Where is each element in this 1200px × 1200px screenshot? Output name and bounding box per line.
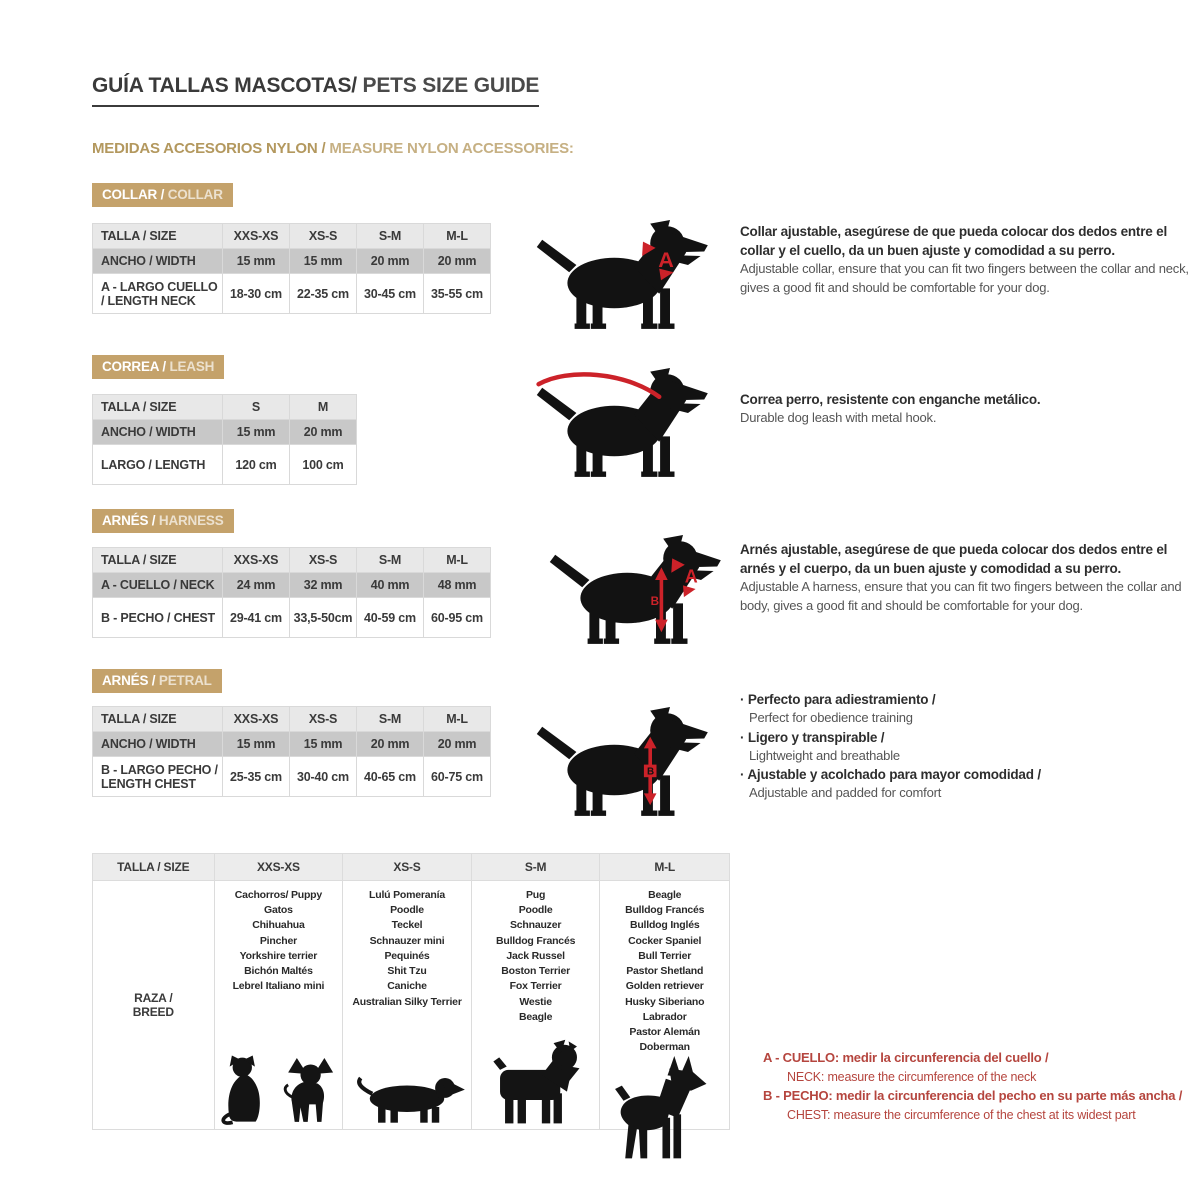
breed-header-xxs-xs: XXS-XS <box>215 854 344 880</box>
size-table-cell: 15 mm <box>290 249 357 274</box>
petral-bullet-es: · Ligero y transpirable / <box>740 728 1200 747</box>
leash-badge-en: LEASH <box>165 359 215 374</box>
size-table-header-cell: S <box>223 395 290 420</box>
harness-marker-a-label: A <box>684 566 698 587</box>
size-table-cell: 25-35 cm <box>223 757 290 797</box>
breed-item: Fox Terrier <box>509 980 562 993</box>
breed-list <box>215 888 343 995</box>
breed-header-size: TALLA / SIZE <box>93 854 215 880</box>
breed-item: Schnauzer <box>509 919 562 932</box>
breed-item: Pug <box>525 889 546 901</box>
page-subtitle-es: MEDIDAS ACCESORIOS NYLON / <box>92 140 326 157</box>
size-table-cell: A - LARGO CUELLO / LENGTH NECK <box>93 274 223 314</box>
leash-section-badge <box>92 355 224 379</box>
leash-desc-en: Durable dog leash with metal hook. <box>740 410 937 426</box>
size-table-header-cell: S-M <box>357 224 424 249</box>
dog-silhouette-icon <box>550 535 721 644</box>
size-table-cell: 15 mm <box>290 732 357 757</box>
breed-item: Bull Terrier <box>638 949 692 962</box>
breed-list <box>472 888 600 1025</box>
size-table-cell: 15 mm <box>223 249 290 274</box>
note-chest-en: CHEST: measure the circumference of the chest at its widest part <box>787 1107 1136 1122</box>
breed-col-xxs-xs <box>215 881 344 1129</box>
size-table-cell: 33,5-50cm <box>290 598 357 638</box>
doberman-silhouette-icon <box>610 1055 720 1161</box>
collar-desc-en: Adjustable collar, ensure that you can fit two fingers between the collar and neck, gives a good fit and should be comfortable for your dog. <box>740 261 1189 295</box>
size-table-header-cell: XS-S <box>290 548 357 573</box>
petral-bullet-es: · Perfecto para adiestramiento / <box>740 690 1200 709</box>
size-table-cell: 18-30 cm <box>223 274 290 314</box>
size-table-cell: 40-65 cm <box>357 757 424 797</box>
size-table-cell: 24 mm <box>223 573 290 598</box>
size-table-header-cell: XXS-XS <box>223 548 290 573</box>
size-table-cell: 35-55 cm <box>424 274 491 314</box>
size-table-header-cell: TALLA / SIZE <box>93 395 223 420</box>
petral-dog-figure <box>535 697 715 825</box>
size-table-header-cell: TALLA / SIZE <box>93 548 223 573</box>
harness-desc-en: Adjustable A harness, ensure that you can fit two fingers between the collar and body, gives a good fit and should be comfortable for your dog. <box>740 579 1182 613</box>
breed-item: Schnauzer mini <box>369 934 445 947</box>
breed-item: Westie <box>519 995 552 1008</box>
size-table-header-cell: M-L <box>424 224 491 249</box>
breed-list <box>600 888 729 1055</box>
breed-item: Golden retriever <box>625 980 704 993</box>
breed-item: Pequinés <box>384 949 430 962</box>
breed-col-xs-s <box>343 881 472 1129</box>
breed-item: Shit Tzu <box>387 965 427 978</box>
petral-chest-measure-marker <box>644 737 657 805</box>
breed-col-s-m <box>472 881 601 1129</box>
dog-silhouette-icon <box>537 707 708 816</box>
breed-table-header <box>93 854 729 881</box>
size-table-cell: 100 cm <box>290 445 357 485</box>
breed-table-body <box>93 881 729 1129</box>
collar-description <box>740 222 1200 297</box>
size-table-cell: 22-35 cm <box>290 274 357 314</box>
petral-feature-list <box>740 690 1200 803</box>
leash-size-table <box>92 394 357 485</box>
size-table-cell: LARGO / LENGTH <box>93 445 223 485</box>
harness-dog-figure <box>548 525 728 653</box>
schnauzer-silhouette-icon <box>490 1038 582 1126</box>
breed-header-xs-s: XS-S <box>343 854 472 880</box>
petral-section-badge <box>92 669 222 693</box>
harness-badge-es: ARNÉS / <box>102 513 156 528</box>
page-title-es: GUÍA TALLAS MASCOTAS/ <box>92 74 357 97</box>
page-subtitle-en: MEASURE NYLON ACCESSORIES: <box>325 140 574 157</box>
breed-item: Pastor Alemán <box>629 1025 700 1038</box>
size-table-cell: 20 mm <box>357 732 424 757</box>
petral-bullet-es: · Ajustable y acolchado para mayor comodidad / <box>740 765 1200 784</box>
breed-item: Cocker Spaniel <box>628 934 702 947</box>
collar-marker-a-label: A <box>658 246 674 272</box>
size-table-cell: 40-59 cm <box>357 598 424 638</box>
breed-item: Gatos <box>264 904 293 917</box>
breed-item: Beagle <box>648 889 682 901</box>
petral-bullet-en: Perfect for obedience training <box>749 710 913 726</box>
breed-item: Beagle <box>518 1010 553 1023</box>
dog-silhouette-icon <box>537 220 708 329</box>
size-table-header-cell: XS-S <box>290 707 357 732</box>
collar-badge-en: COLLAR <box>164 187 223 202</box>
size-table-cell: 30-45 cm <box>357 274 424 314</box>
breed-row-label: RAZA / BREED <box>93 881 215 1129</box>
breed-item: Bichón Maltés <box>244 965 313 978</box>
size-table-cell: A - CUELLO / NECK <box>93 573 223 598</box>
breed-item: Pastor Shetland <box>626 965 704 978</box>
harness-section-badge <box>92 509 234 533</box>
size-table-cell: 20 mm <box>424 249 491 274</box>
page-subtitle <box>92 140 574 157</box>
leash-description <box>740 390 1200 428</box>
petral-badge-es: ARNÉS / <box>102 673 156 688</box>
size-table-header-cell: XXS-XS <box>223 707 290 732</box>
size-table-cell: 20 mm <box>290 420 357 445</box>
size-table-cell: ANCHO / WIDTH <box>93 420 223 445</box>
size-table-header-cell: XS-S <box>290 224 357 249</box>
breed-size-table <box>92 853 730 1130</box>
size-table-cell: 32 mm <box>290 573 357 598</box>
petral-marker-b-label: B <box>647 766 655 778</box>
breed-list <box>343 888 471 1010</box>
breed-item: Bulldog Francés <box>625 904 705 917</box>
size-table-cell: 120 cm <box>223 445 290 485</box>
size-table-header-cell: XXS-XS <box>223 224 290 249</box>
breed-item: Pincher <box>259 934 297 947</box>
size-table-header-cell: S-M <box>357 707 424 732</box>
breed-col-m-l <box>600 881 729 1129</box>
harness-badge-en: HARNESS <box>155 513 224 528</box>
breed-item: Caniche <box>387 980 427 993</box>
leash-dog-figure <box>535 358 715 486</box>
size-table-header-cell: S-M <box>357 548 424 573</box>
size-table-cell: 20 mm <box>424 732 491 757</box>
collar-size-table <box>92 223 491 314</box>
page-title <box>92 74 539 107</box>
size-table-header-cell: M <box>290 395 357 420</box>
leash-badge-es: CORREA / <box>102 359 166 374</box>
breed-item: Jack Russel <box>506 949 565 962</box>
leash-line-icon <box>539 374 660 396</box>
harness-marker-b-label: B <box>650 595 659 609</box>
breed-item: Bulldog Inglés <box>629 919 700 932</box>
breed-header-m-l: M-L <box>654 860 676 874</box>
collar-section-badge <box>92 183 233 207</box>
breed-header-s-m: S-M <box>472 854 601 880</box>
measuring-notes <box>763 1048 1198 1125</box>
size-table-cell: B - PECHO / CHEST <box>93 598 223 638</box>
breed-item: Bulldog Francés <box>495 934 576 947</box>
note-neck-en: NECK: measure the circumference of the neck <box>787 1069 1037 1084</box>
harness-size-table <box>92 547 491 638</box>
breed-item: Lebrel Italiano mini <box>232 980 325 993</box>
dachshund-silhouette-icon <box>349 1064 465 1126</box>
size-table-cell: 60-75 cm <box>424 757 491 797</box>
chihuahua-silhouette-icon <box>278 1056 336 1126</box>
petral-bullet-en: Adjustable and padded for comfort <box>749 785 942 801</box>
breed-item: Poodle <box>390 904 424 917</box>
size-table-cell: 29-41 cm <box>223 598 290 638</box>
leash-desc-es: Correa perro, resistente con enganche metálico. <box>740 392 1041 407</box>
size-table-cell: 20 mm <box>357 249 424 274</box>
size-table-cell: B - LARGO PECHO / LENGTH CHEST <box>93 757 223 797</box>
harness-description <box>740 540 1200 615</box>
size-table-header-cell: TALLA / SIZE <box>93 224 223 249</box>
breed-item: Doberman <box>639 1041 690 1054</box>
size-table-header-cell: M-L <box>424 707 491 732</box>
collar-desc-es: Collar ajustable, asegúrese de que pueda colocar dos dedos entre el collar y el cuello, da un buen ajuste y comodidad a su perro. <box>740 224 1167 259</box>
size-table-cell: 30-40 cm <box>290 757 357 797</box>
breed-item: Chihuahua <box>252 919 305 932</box>
size-table-cell: 60-95 cm <box>424 598 491 638</box>
size-table-cell: 15 mm <box>223 420 290 445</box>
size-table-cell: 40 mm <box>357 573 424 598</box>
size-table-header-cell: M-L <box>424 548 491 573</box>
breed-item: Australian Silky Terrier <box>352 995 462 1008</box>
collar-dog-figure <box>535 210 715 338</box>
breed-item: Boston Terrier <box>501 965 570 978</box>
breed-item: Labrador <box>642 1010 687 1023</box>
breed-item: Teckel <box>391 919 423 932</box>
page-title-en: PETS SIZE GUIDE <box>356 74 540 97</box>
petral-size-table <box>92 706 491 797</box>
petral-bullet-en: Lightweight and breathable <box>749 747 900 763</box>
size-table-cell: 15 mm <box>223 732 290 757</box>
note-chest-es: B - PECHO: medir la circunferencia del pecho en su parte más ancha / <box>763 1088 1183 1104</box>
cat-silhouette-icon <box>220 1054 272 1126</box>
collar-badge-es: COLLAR / <box>102 187 165 202</box>
breed-item: Cachorros/ Puppy <box>234 889 323 901</box>
size-table-header-cell: TALLA / SIZE <box>93 707 223 732</box>
breed-item: Yorkshire terrier <box>239 949 318 962</box>
dog-silhouette-icon <box>537 368 708 477</box>
harness-desc-es: Arnés ajustable, asegúrese de que pueda colocar dos dedos entre el arnés y el cuerpo, da un buen ajuste y comodidad a su perro. <box>740 542 1168 577</box>
petral-badge-en: PETRAL <box>155 673 212 688</box>
breed-item: Lulú Pomeranía <box>369 889 445 901</box>
size-table-cell: 48 mm <box>424 573 491 598</box>
breed-item: Husky Siberiano <box>625 995 705 1008</box>
size-table-cell: ANCHO / WIDTH <box>93 732 223 757</box>
breed-item: Poodle <box>518 904 553 917</box>
note-neck-es: A - CUELLO: medir la circunferencia del cuello / <box>763 1050 1049 1065</box>
size-table-cell: ANCHO / WIDTH <box>93 249 223 274</box>
